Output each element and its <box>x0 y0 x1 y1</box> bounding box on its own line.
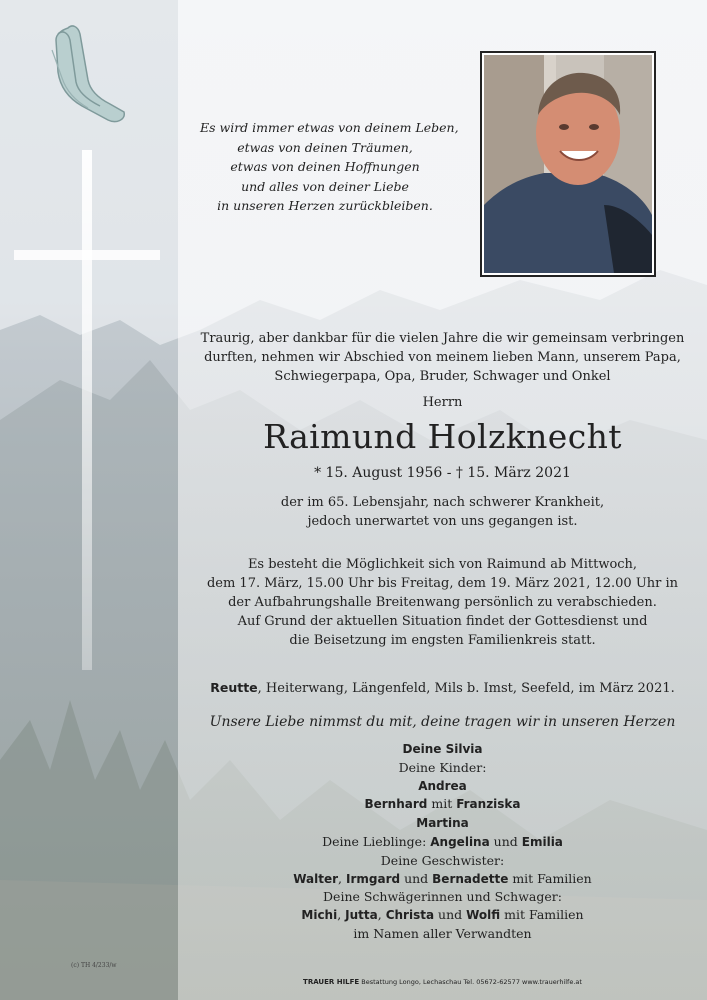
grandchild-name: Emilia <box>521 834 563 849</box>
service-text <box>178 612 707 650</box>
viewing-line: dem 17. März, 15.00 Uhr bis Freitag, dem 19. März 2021, 12.00 Uhr in <box>206 576 679 591</box>
family-row <box>178 833 707 852</box>
grandchild-name: Angelina <box>430 834 490 849</box>
intro-text <box>178 329 707 386</box>
connector: und <box>400 870 433 886</box>
family-label: Deine Geschwister: <box>380 852 505 868</box>
illness-line: der im 65. Lebensjahr, nach schwerer Krankheit, <box>280 495 605 510</box>
viewing-line: Es besteht die Möglichkeit sich von Raimund ab Mittwoch, <box>247 557 638 572</box>
poem-line: in unseren Herzen zurückbleiben. <box>217 198 433 213</box>
family-label: Deine Lieblinge: <box>322 833 431 849</box>
family-row <box>178 814 707 833</box>
wife-name: Deine Silvia <box>402 742 483 756</box>
poem-line: Es wird immer etwas von deinem Leben, <box>200 120 459 135</box>
deceased-name: Raimund Holzknecht <box>263 417 622 456</box>
illness-text <box>178 493 707 531</box>
inlaw-name: Michi <box>301 908 338 923</box>
family-row <box>178 870 707 889</box>
footer-brand: TRAUER HILFE <box>303 978 360 986</box>
poem-line: etwas von deinen Hoffnungen <box>230 159 420 174</box>
child-name: Martina <box>416 816 469 831</box>
inlaw-name: Christa <box>385 908 435 923</box>
sibling-name: Irmgard <box>346 871 401 886</box>
connector: , <box>338 870 346 886</box>
inlaw-name: Jutta <box>345 908 378 923</box>
footer <box>178 978 707 986</box>
place-rest: , Heiterwang, Längenfeld, Mils b. Imst, Seefeld, im März 2021. <box>257 681 675 696</box>
family-label: Deine Kinder: <box>398 759 487 775</box>
poem-line: etwas von deinen Träumen, <box>237 139 413 155</box>
portrait-frame <box>480 51 656 277</box>
portrait-photo <box>484 55 652 273</box>
child-name: Bernhard <box>364 797 428 812</box>
connector: mit <box>427 796 457 812</box>
motto: Unsere Liebe nimmst du mit, deine tragen wir in unseren Herzen <box>209 714 676 730</box>
illness-line: jedoch unerwartet von uns gegangen ist. <box>307 514 578 529</box>
praying-hands-icon <box>38 20 130 128</box>
intro-line: Schwiegerpapa, Opa, Bruder, Schwager und Onkel <box>274 369 611 384</box>
connector: , <box>337 907 346 923</box>
inlaw-name: Wolfi <box>466 908 501 923</box>
family-row <box>178 795 707 814</box>
sibling-name: Bernadette <box>432 871 509 886</box>
family-label: Deine Schwägerinnen und Schwager: <box>323 889 562 905</box>
cross-icon <box>14 150 160 670</box>
partner-name: Franziska <box>456 797 521 812</box>
connector: und <box>434 907 467 923</box>
poem <box>200 118 459 216</box>
family-row <box>178 740 707 759</box>
child-name: Andrea <box>418 778 467 793</box>
connector: mit Familien <box>500 907 584 923</box>
service-line: die Beisetzung im engsten Familienkreis statt. <box>289 633 596 648</box>
poem-line: und alles von deiner Liebe <box>241 178 409 194</box>
sibling-name: Walter <box>293 871 339 886</box>
places-line <box>178 680 707 696</box>
footer-text: Bestattung Longo, Lechaschau Tel. 05672-62577 www.trauerhilfe.at <box>359 978 582 986</box>
family-row <box>178 906 707 925</box>
family-row <box>178 777 707 796</box>
family-closing: im Namen aller Verwandten <box>353 925 532 941</box>
copyright-note: (c) TH 4/233/w <box>71 962 117 969</box>
service-line: Auf Grund der aktuellen Situation findet der Gottesdienst und <box>237 614 648 629</box>
family-list <box>178 740 707 943</box>
viewing-text <box>178 555 707 612</box>
place-town: Reutte <box>210 680 258 695</box>
connector: mit Familien <box>508 870 592 886</box>
salutation: Herrn <box>422 395 463 410</box>
intro-line: Traurig, aber dankbar für die vielen Jahre die wir gemeinsam verbringen <box>200 331 685 346</box>
intro-line: durften, nehmen wir Abschied von meinem lieben Mann, unserem Papa, <box>204 350 681 365</box>
connector: , <box>377 907 386 923</box>
connector: und <box>489 833 522 849</box>
life-dates: * 15. August 1956 - † 15. März 2021 <box>314 465 571 481</box>
viewing-line: der Aufbahrungshalle Breitenwang persönlich zu verabschieden. <box>228 595 657 610</box>
